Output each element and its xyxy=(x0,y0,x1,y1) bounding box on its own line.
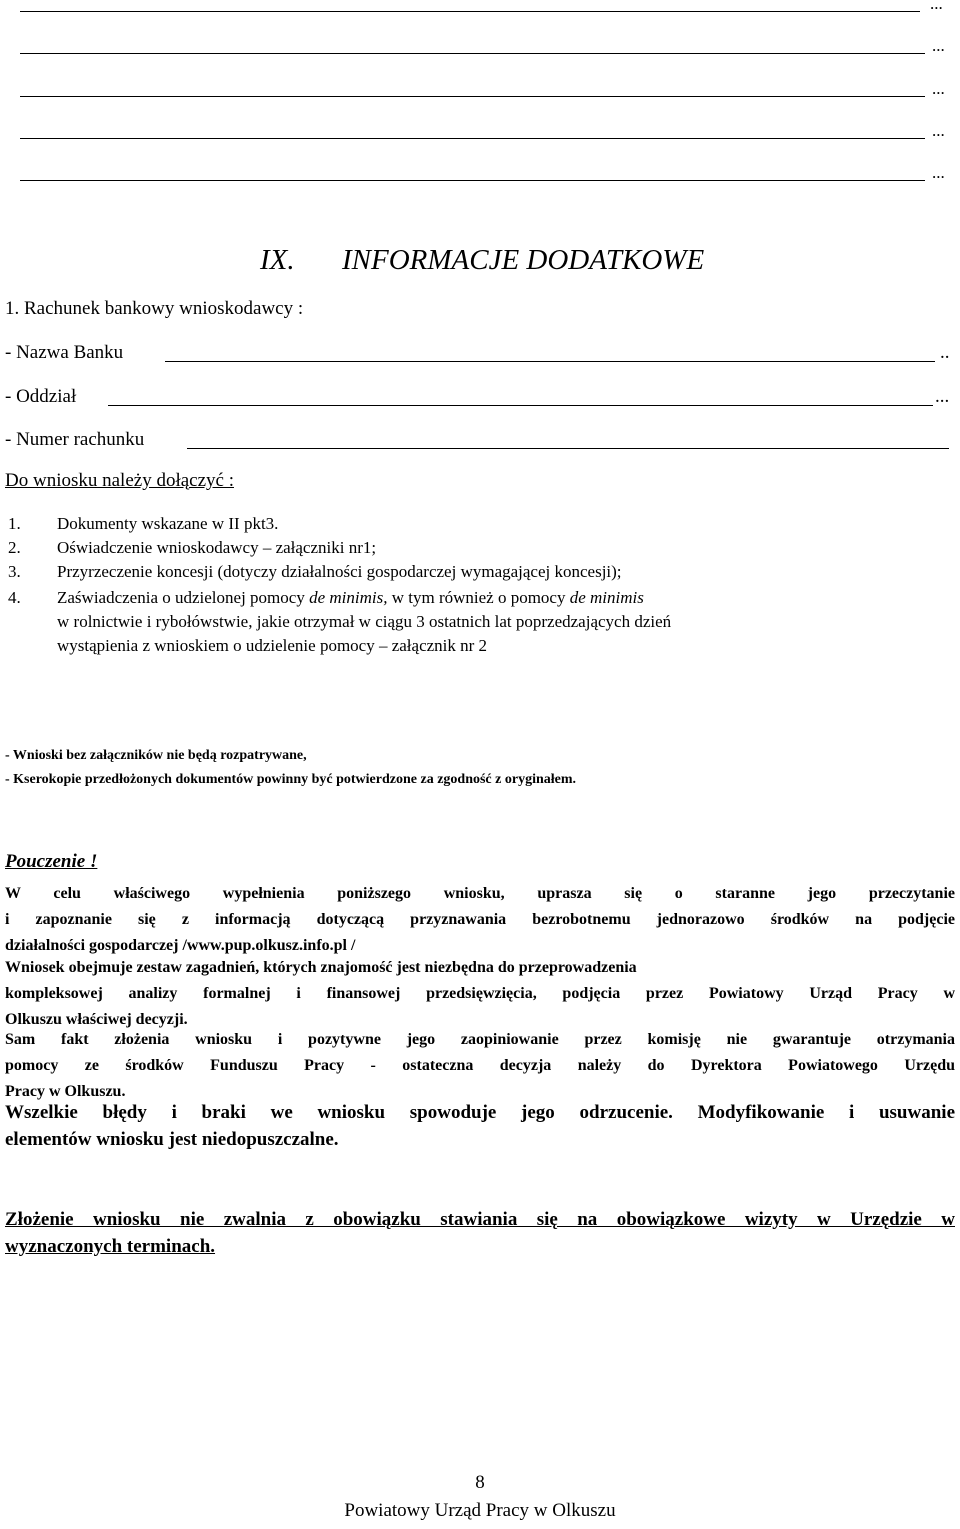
pouczenie-paragraph-2: Wniosek obejmuje zestaw zagadnień, których znajomość jest niezbędna do przeprowadzenia kompleksowej analizy formalnej i finansowej przedsięwzięcia, podjęcia przez Powiatowy Urząd Pracy w Olkuszu właściwej decyzji. xyxy=(5,959,955,1028)
pouczenie-heading: Pouczenie ! xyxy=(5,851,98,872)
page-number: 8 xyxy=(475,1472,485,1493)
bank-name-label: - Nazwa Banku xyxy=(5,342,124,363)
section-title xyxy=(260,244,704,277)
fill-line-3: ... xyxy=(20,77,952,101)
bank-name-field[interactable]: - Nazwa Banku .. xyxy=(5,342,950,363)
bank-branch-label: - Oddział xyxy=(5,386,77,407)
section-number: IX. xyxy=(260,244,295,276)
account-number-label: - Numer rachunku xyxy=(5,429,145,450)
note-line: - Wnioski bez załączników nie będą rozpatrywane, xyxy=(5,748,307,763)
list-item: 2. Oświadczenie wnioskodawcy – załączniki nr1; xyxy=(8,538,377,557)
pouczenie-paragraph-5: Złożenie wniosku nie zwalnia z obowiązku stawiania się na obowiązkowe wizyty w Urzędzie w wyznaczonych terminach. xyxy=(5,1209,955,1257)
footer-organization: Powiatowy Urząd Pracy w Olkuszu xyxy=(344,1500,616,1521)
fill-line-1: ... xyxy=(20,0,952,16)
attachment-notes xyxy=(5,744,576,792)
pouczenie-paragraph-4: Wszelkie błędy i braki we wniosku spowoduje jego odrzucenie. Modyfikowanie i usuwanie elementów wniosku jest niedopuszczalne. xyxy=(5,1102,955,1150)
list-item: 3. Przyrzeczenie koncesji (dotyczy działalności gospodarczej wymagającej koncesji); xyxy=(8,562,622,581)
list-item: 4. Zaświadczenia o udzielonej pomocy de minimis, w tym również o pomocy de minimis w rolnictwie i rybołówstwie, jakie otrzymał w ciągu 3 ostatnich lat poprzedzających dzień wystąpienia z wnioskiem o udzielenie pomocy – załącznik nr 2 xyxy=(8,588,672,655)
pouczenie-paragraph-3: Sam fakt złożenia wniosku i pozytywne jego zaopiniowanie przez komisję nie gwarantuje otrzymania pomocy ze środków Funduszu Pracy - ostateczna decyzja należy do Dyrektora Powiatowego Urzędu Pracy w Olkuszu. xyxy=(5,1031,955,1100)
list-item: 1. Dokumenty wskazane w II pkt3. xyxy=(8,514,279,533)
fill-line-5: ... xyxy=(20,161,952,185)
attachments-list xyxy=(0,512,950,658)
pouczenie-paragraph-1: W celu właściwego wypełnienia poniższego wniosku, uprasza się o staranne jego przeczytanie i zapoznanie się z informacją dotyczącą przyznawania bezrobotnemu jednorazowo środków na podjęcie działalności gospodarczej /www.pup.olkusz.info.pl / xyxy=(5,885,955,954)
fill-line-2: ... xyxy=(20,34,952,58)
account-number-field[interactable] xyxy=(5,427,955,453)
fill-line-4: ... xyxy=(20,119,952,143)
note-line: - Kserokopie przedłożonych dokumentów powinny być potwierdzone za zgodność z oryginałem. xyxy=(5,772,577,787)
attachments-heading: Do wniosku należy dołączyć : xyxy=(5,470,234,491)
section-title-text: INFORMACJE DODATKOWE xyxy=(342,244,705,276)
bank-branch-field[interactable]: - Oddział ... xyxy=(5,386,950,407)
bank-heading: 1. Rachunek bankowy wnioskodawcy : xyxy=(5,298,304,319)
